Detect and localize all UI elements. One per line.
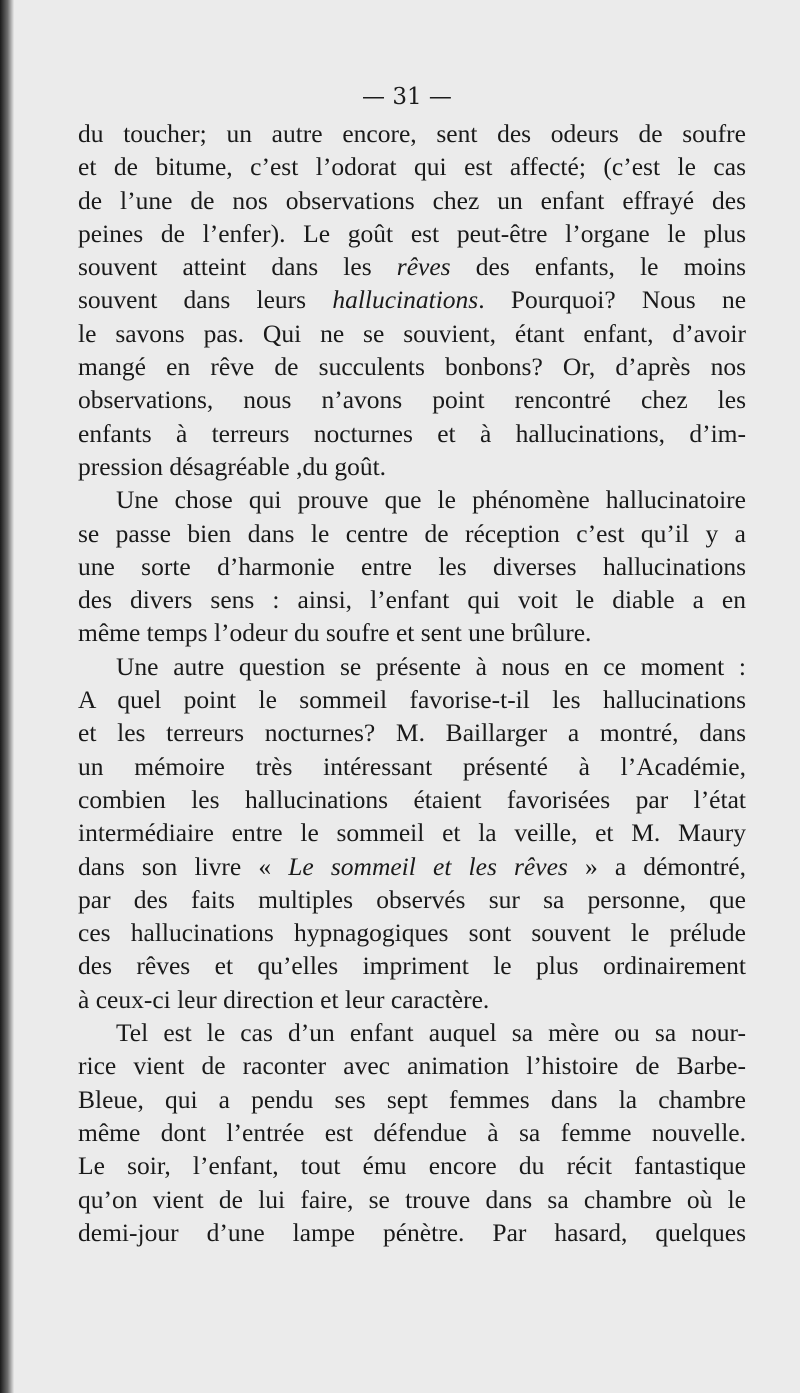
text-line (78, 783, 746, 816)
text-segment: Bleue, qui a pendu ses sept femmes dans la chambre (78, 1084, 746, 1114)
text-segment: Une autre question se présente à nous en ce moment : (116, 651, 746, 681)
text-line (78, 883, 746, 916)
text-segment: . Pourquoi? Nous ne (478, 285, 747, 315)
text-line (78, 850, 746, 883)
text-line (78, 517, 746, 550)
text-line (78, 150, 746, 183)
text-line (78, 683, 746, 716)
text-segment: même temps l’odeur du soufre et sent une brûlure. (78, 618, 592, 648)
text-line (78, 117, 746, 150)
text-line (78, 816, 746, 849)
text-segment: un mémoire très intéressant présenté à l’Académie, (78, 751, 746, 781)
text-segment: rice vient de raconter avec animation l’histoire de Barbe- (78, 1051, 746, 1081)
text-segment: du toucher; un autre encore, sent des odeurs de soufre (78, 119, 746, 148)
text-segment: à ceux-ci leur direction et leur caractère. (78, 984, 490, 1014)
text-segment: demi-jour d’une lampe pénètre. Par hasard, quelques (78, 1217, 746, 1247)
text-line (78, 1116, 746, 1149)
text-segment: qu’on vient de lui faire, se trouve dans sa chambre où le (78, 1184, 746, 1214)
book-page (14, 0, 800, 1393)
text-segment: ces hallucinations hypnagogiques sont souvent le prélude (78, 918, 746, 948)
text-segment: par des faits multiples observés sur sa personne, que (78, 884, 746, 914)
text-line (78, 217, 746, 250)
text-segment: Tel est le cas d’un enfant auquel sa mère ou sa nour- (116, 1018, 746, 1048)
text-line (78, 350, 746, 383)
text-line (78, 949, 746, 982)
text-line (78, 450, 746, 483)
text-segment: des divers sens : ainsi, l’enfant qui voit le diable a en (78, 585, 746, 615)
text-line (78, 650, 746, 683)
text-line (78, 283, 746, 316)
text-line (78, 383, 746, 416)
text-line (78, 1216, 746, 1249)
text-line (78, 716, 746, 749)
italic-text: rêves (396, 252, 451, 282)
text-segment: se passe bien dans le centre de réception c’est qu’il y a (78, 518, 746, 548)
page-binding-edge (0, 0, 14, 1393)
page-number: — 31 — (362, 84, 452, 110)
text-line (78, 750, 746, 783)
text-line (78, 1183, 746, 1216)
text-segment: peines de l’enfer). Le goût est peut-être l’organe le plus (78, 218, 746, 248)
text-line (78, 317, 746, 350)
text-line (78, 1049, 746, 1082)
text-segment: une sorte d’harmonie entre les diverses hallucinations (78, 551, 746, 581)
text-line (78, 184, 746, 217)
text-segment: pression désagréable ,du goût. (78, 451, 387, 481)
italic-text: hallucinations (332, 285, 479, 315)
text-segment: intermédiaire entre le sommeil et la veille, et M. Maury (78, 818, 746, 848)
body-text (78, 117, 746, 1249)
italic-text: Le sommeil et les rêves (288, 851, 568, 881)
text-line (78, 417, 746, 450)
text-line (78, 616, 746, 649)
text-segment: Une chose qui prouve que le phénomène hallucinatoire (116, 485, 746, 515)
text-segment: dans son livre « (78, 851, 289, 881)
text-segment: Le soir, l’enfant, tout ému encore du récit fantastique (78, 1151, 746, 1181)
text-line (78, 250, 746, 283)
text-segment: souvent atteint dans les (78, 252, 397, 282)
text-segment: A quel point le sommeil favorise-t-il les hallucinations (78, 685, 746, 715)
text-segment: enfants à terreurs nocturnes et à hallucinations, d’im- (78, 418, 746, 448)
text-segment: le savons pas. Qui ne se souvient, étant enfant, d’avoir (78, 318, 746, 348)
text-line (78, 916, 746, 949)
text-segment: » a démontré, (567, 851, 746, 881)
text-line (78, 1149, 746, 1182)
text-segment: observations, nous n’avons point rencontré chez les (78, 385, 746, 415)
text-line (78, 1016, 746, 1049)
text-segment: même dont l’entrée est défendue à sa femme nouvelle. (78, 1117, 746, 1147)
text-segment: et de bitume, c’est l’odorat qui est affecté; (c’est le cas (78, 152, 746, 182)
text-segment: de l’une de nos observations chez un enfant effrayé des (78, 185, 746, 215)
text-line (78, 483, 746, 516)
text-segment: combien les hallucinations étaient favorisées par l’état (78, 784, 746, 814)
text-line (78, 583, 746, 616)
text-segment: mangé en rêve de succulents bonbons? Or, d’après nos (78, 352, 746, 382)
text-line (78, 983, 746, 1016)
text-segment: souvent dans leurs (78, 285, 333, 315)
text-segment: des enfants, le moins (450, 252, 746, 282)
text-line (78, 1083, 746, 1116)
text-segment: et les terreurs nocturnes? M. Baillarger a montré, dans (78, 718, 746, 748)
text-line (78, 550, 746, 583)
text-segment: des rêves et qu’elles impriment le plus ordinairement (78, 951, 746, 981)
